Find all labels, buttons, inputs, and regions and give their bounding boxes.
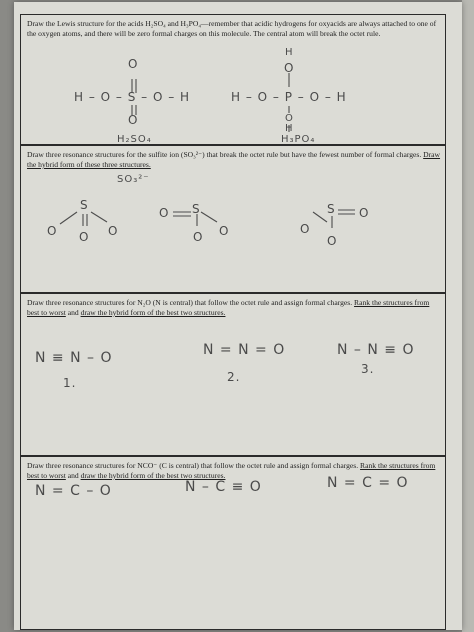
- structure-1-sulfur: S: [80, 198, 89, 212]
- h3po4-structure: H – O – P – O – H: [231, 90, 347, 104]
- sulfite-label: SO₃²⁻: [117, 174, 150, 185]
- question-1-box: [20, 14, 446, 145]
- structure-3-bottom-oxygen: O: [327, 234, 338, 248]
- structure-3-sulfur: S: [327, 202, 336, 216]
- question-4-prompt-text: Draw three resonance structures for NCO⁻ (C is central) that follow the octet rule and assign formal charges.: [27, 461, 359, 470]
- question-2-prompt-text: Draw three resonance structures for the sulfite ion (SO₃²⁻) that break the octet rule but have the fewest number of formal charges.: [27, 150, 422, 159]
- n2o-rank-2: 2.: [227, 370, 241, 384]
- structure-1-left-oxygen: O: [47, 224, 58, 238]
- structure-2-sulfur: S: [192, 202, 201, 216]
- structure-1-bottom-oxygen: O: [79, 230, 90, 244]
- nco-structure-3: N = C = O: [327, 475, 409, 491]
- h3po4-label: H₃PO₄: [281, 134, 316, 145]
- question-3-prompt-text: Draw three resonance structures for N₂O (N is central) that follow the octet rule and assign formal charges.: [27, 298, 353, 307]
- n2o-structure-2: N = N = O: [203, 342, 286, 358]
- question-1-bond-sketch: [21, 15, 446, 145]
- question-4-rank-instruction: Rank the structures from best to worst: [27, 461, 436, 480]
- question-4-box: [20, 456, 446, 630]
- h2so4-bottom-oxygen: O: [128, 113, 139, 127]
- h3po4-top-hydrogen: H: [285, 47, 294, 58]
- h2so4-structure: H – O – S – O – H: [74, 90, 191, 104]
- structure-2-right-oxygen: O: [219, 224, 230, 238]
- question-4-hybrid-instruction: draw the hybrid form of the best two structures.: [80, 471, 226, 480]
- question-3-connector: and: [65, 308, 81, 317]
- structure-3-left-oxygen: O: [300, 222, 311, 236]
- h2so4-top-oxygen: O: [128, 57, 139, 71]
- h2so4-label: H₂SO₄: [117, 134, 152, 145]
- structure-2-left-oxygen: O: [159, 206, 170, 220]
- n2o-structure-1: N ≡ N – O: [35, 350, 113, 366]
- question-2-hybrid-instruction: Draw the hybrid form of these three structures.: [27, 150, 441, 169]
- h3po4-top-oxygen: O: [284, 61, 295, 75]
- question-3-rank-instruction: Rank the structures from best to worst: [27, 298, 430, 317]
- question-3-prompt: [27, 298, 441, 318]
- sulfite-bond-sketch: [21, 146, 446, 293]
- nco-structure-1: N = C – O: [35, 483, 112, 499]
- n2o-rank-1: 1.: [63, 376, 77, 390]
- structure-3-right-oxygen: O: [359, 206, 370, 220]
- h3po4-bottom-hydrogen: H: [285, 123, 294, 134]
- question-4-connector: and: [65, 471, 81, 480]
- question-3-hybrid-instruction: draw the hybrid form of the best two structures.: [80, 308, 226, 317]
- n2o-structure-3: N – N ≡ O: [337, 342, 415, 358]
- question-1-prompt: Draw the Lewis structure for the acids H₂SO₄ and H₃PO₄—remember that acidic hydrogens for oxyacids are always attached to one of the oxygen atoms, and there will be zero formal charges on this molecule. The central atom will break the octet rule.: [27, 19, 437, 38]
- structure-1-right-oxygen: O: [108, 224, 119, 238]
- structure-2-bottom-oxygen: O: [193, 230, 204, 244]
- n2o-rank-3: 3.: [361, 362, 375, 376]
- nco-structure-2: N – C ≡ O: [185, 479, 262, 495]
- h3po4-bottom-oxygen: O: [285, 113, 294, 124]
- question-3-box: [20, 293, 446, 456]
- question-2-box: [20, 145, 446, 293]
- page-edge: [462, 0, 474, 632]
